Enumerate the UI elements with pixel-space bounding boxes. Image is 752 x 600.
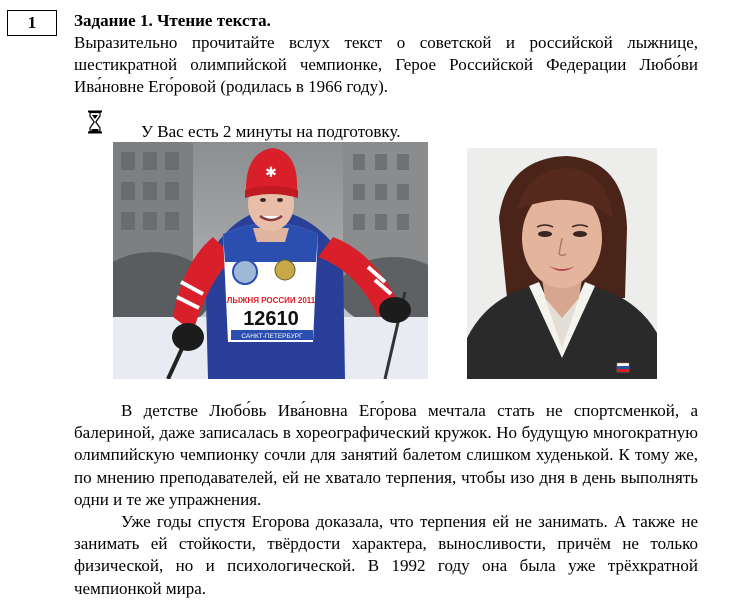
task-instruction: Выразительно прочитайте вслух текст о советской и российской лыжнице, шестикратной олимпийской чемпионке, Герое Российской Федерации Любо́ви Ива́новне Его́ровой (родилась в 1966 году). xyxy=(74,33,698,96)
hourglass-icon xyxy=(87,110,103,134)
paragraph: В детстве Любо́вь Ива́новна Его́рова мечтала стать не спортсменкой, а балериной, даже записалась в хореографический кружок. Но будущую многократную олимпийскую чемпионку сочли для занятий балетом слишком худенькой. К тому же, по мнению преподавателей, ей не хватало терпения, чтобы изо дня в день выполнять одни и те же упражнения. xyxy=(74,401,698,509)
body-text xyxy=(74,400,698,600)
preparation-note: У Вас есть 2 минуты на подготовку. xyxy=(141,122,401,141)
task-title: Задание 1. Чтение текста. xyxy=(74,11,271,30)
bib-number: 12610 xyxy=(243,308,299,330)
task-number: 1 xyxy=(7,10,57,36)
paragraph: Уже годы спустя Егорова доказала, что терпения ей не занимать. А также не занимать ей стойкости, твёрдости характера, выносливости, причём не только физической, но и психологической. В 1992 году она была уже трёхкратной чемпионкой мира. xyxy=(74,512,698,598)
bib-caption: ЛЫЖНЯ РОССИИ 2011 xyxy=(226,296,316,305)
portrait-photo xyxy=(467,148,657,379)
svg-text:✱: ✱ xyxy=(265,165,277,181)
skier-photo xyxy=(113,142,428,379)
bib-footer: САНКТ-ПЕТЕРБУРГ xyxy=(241,333,303,340)
